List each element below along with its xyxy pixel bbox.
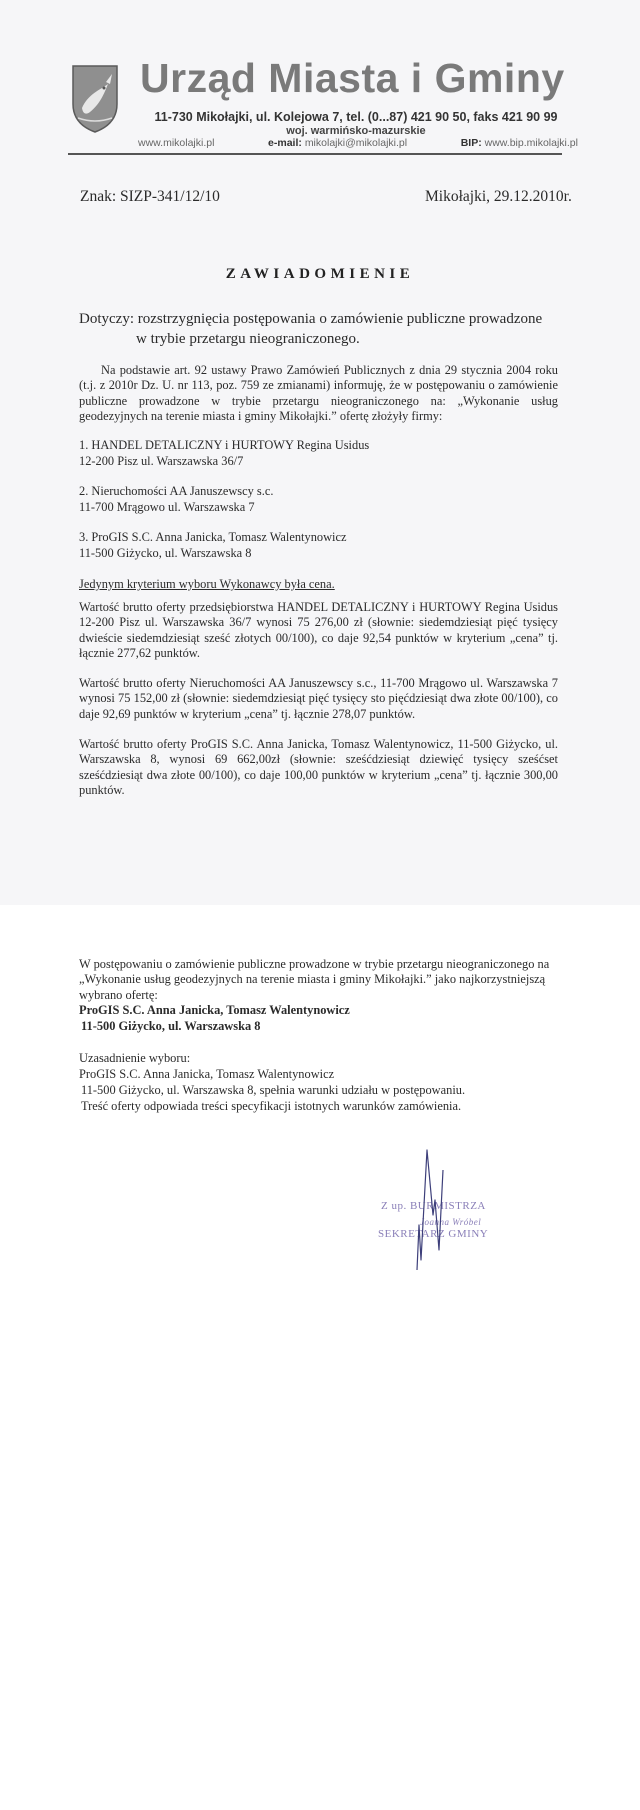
email-contact xyxy=(268,137,407,149)
bidder-3-address: 11-500 Giżycko, ul. Warszawska 8 xyxy=(79,546,252,560)
subject-line-2: w trybie przetargu nieograniczonego. xyxy=(136,331,360,347)
justification-label: Uzasadnienie wyboru: xyxy=(79,1051,191,1065)
bidder-3-name: 3. ProGIS S.C. Anna Janicka, Tomasz Walentynowicz xyxy=(79,530,347,544)
letterhead-contacts xyxy=(138,137,578,149)
stamp-line-1: Z up. BURMISTRZA xyxy=(381,1200,486,1212)
page-2 xyxy=(0,905,640,1810)
letterhead-title: Urząd Miasta i Gminy xyxy=(140,55,565,101)
result-paragraph: W postępowaniu o zamówienie publiczne prowadzone w trybie przetargu nieograniczonego na „Wykonanie usług geodezyjnych na terenie miasta i gminy Mikołajki.” jako najkorzystniejszą wybrano ofertę: xyxy=(79,957,550,1002)
bidder-2-address: 11-700 Mrągowo ul. Warszawska 7 xyxy=(79,500,255,514)
bip-label: BIP: xyxy=(460,137,482,149)
bidder-1-name: 1. HANDEL DETALICZNY i HURTOWY Regina Usidus xyxy=(79,438,370,452)
bidder-1-address: 12-200 Pisz ul. Warszawska 36/7 xyxy=(79,454,244,468)
offer-3-paragraph: Wartość brutto oferty ProGIS S.C. Anna Janicka, Tomasz Walentynowicz, 11-500 Giżycko, ul. Warszawska 8, wynosi 69 662,00zł (słownie: sześćdziesiąt dziewięć tysięcy sześćset sześćdziesiąt dwa złote 00/100), co daje 100,00 punktów w kryterium „cena” tj. łącznie 300,00 punktów. xyxy=(79,737,558,797)
stamp-line-2: Joanna Wróbel xyxy=(420,1217,482,1227)
stamp-line-3: SEKRETARZ GMINY xyxy=(378,1228,489,1240)
winner-address: 11-500 Giżycko, ul. Warszawska 8 xyxy=(81,1019,261,1033)
intro-paragraph: Na podstawie art. 92 ustawy Prawo Zamówień Publicznych z dnia 29 stycznia 2004 roku (t.j. z 2010r Dz. U. nr 113, poz. 759 ze zmianami) informuję, że w postępowaniu o zamówienie publiczne prowadzone w trybie przetargu nieograniczonego na: „Wykonanie usług geodezyjnych na terenie miasta i gminy Mikołajki.” ofertę złożyły firmy: xyxy=(79,363,558,423)
bip-contact xyxy=(461,137,578,149)
offer-1-paragraph: Wartość brutto oferty przedsiębiorstwa HANDEL DETALICZNY i HURTOWY Regina Usidus 12-200 Pisz ul. Warszawska 36/7 wynosi 75 276,00 zł (słownie: siedemdziesiąt pięć tysięcy dwieście siedemdziesiąt sześć złotych 00/100), co daje 92,54 punktów w kryterium „cena” tj. łącznie 277,62 punktów. xyxy=(79,600,558,660)
email-label: e-mail: xyxy=(268,137,302,149)
reference-number: Znak: SIZP-341/12/10 xyxy=(80,188,220,205)
justification-line-2: 11-500 Giżycko, ul. Warszawska 8, spełnia warunki udziału w postępowaniu. xyxy=(81,1083,466,1097)
document-heading: ZAWIADOMIENIE xyxy=(225,266,415,282)
justification-line-1: ProGIS S.C. Anna Janicka, Tomasz Walentynowicz xyxy=(79,1067,335,1081)
letterhead-address: 11-730 Mikołajki, ul. Kolejowa 7, tel. (0...87) 421 90 50, faks 421 90 99 xyxy=(154,110,558,124)
subject-line-1: Dotyczy: rozstrzygnięcia postępowania o zamówienie publiczne prowadzone xyxy=(79,311,543,327)
bip-link[interactable]: www.bip.mikolajki.pl xyxy=(484,137,578,149)
criterion-note: Jedynym kryterium wyboru Wykonawcy była cena. xyxy=(79,577,335,591)
signature-mark xyxy=(405,1130,455,1280)
winner-name: ProGIS S.C. Anna Janicka, Tomasz Walentynowicz xyxy=(79,1003,350,1017)
bidder-2-name: 2. Nieruchomości AA Januszewscy s.c. xyxy=(79,484,274,498)
fish-crest-icon xyxy=(70,64,120,134)
website-link[interactable]: www.mikolajki.pl xyxy=(138,137,215,149)
email-link[interactable]: mikolajki@mikolajki.pl xyxy=(304,137,408,149)
letterhead-divider xyxy=(68,153,562,155)
letterhead-region: woj. warmińsko-mazurskie xyxy=(286,125,426,137)
offer-2-paragraph: Wartość brutto oferty Nieruchomości AA Januszewscy s.c., 11-700 Mrągowo ul. Warszawska 7 wynosi 75 152,00 zł (słownie: siedemdziesiąt pięć tysięcy sto pięćdziesiąt dwa złote 00/100), co daje 92,69 punktów w kryterium „cena” tj. łącznie 278,07 punktów. xyxy=(79,676,558,721)
document-date: Mikołajki, 29.12.2010r. xyxy=(425,188,572,205)
justification-line-3: Treść oferty odpowiada treści specyfikacji istotnych warunków zamówienia. xyxy=(81,1099,462,1113)
